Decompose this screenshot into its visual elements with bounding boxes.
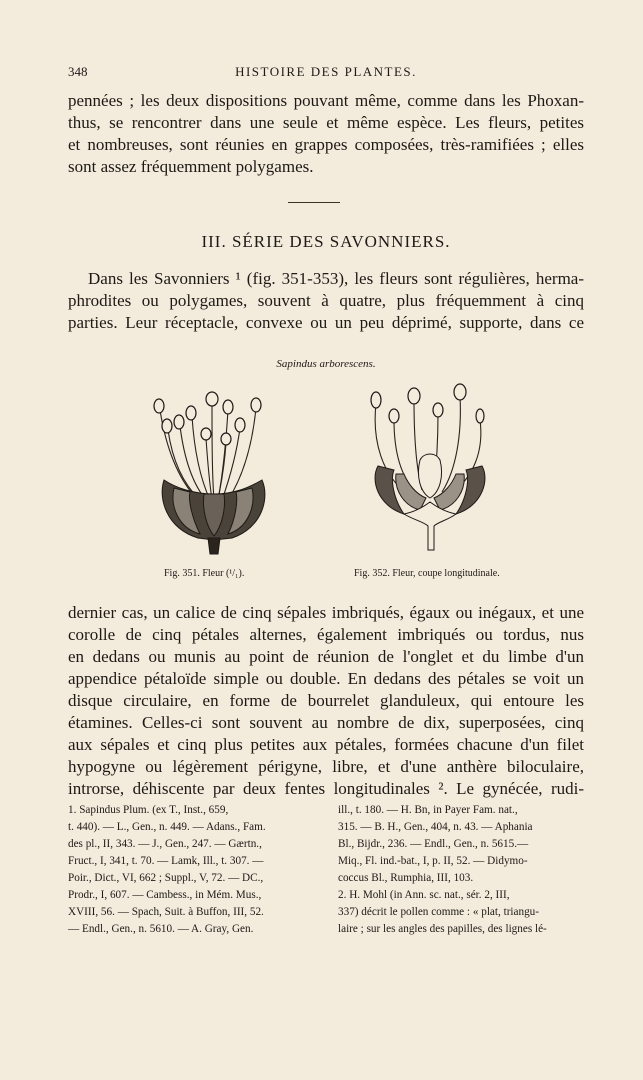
body-line: phrodites ou polygames, souvent à quatre, plus fréquemment à cinq — [68, 291, 584, 310]
footnote-line: — Endl., Gen., n. 5610. — A. Gray, Gen. — [68, 923, 254, 935]
figure-species-caption: Sapindus arborescens. — [276, 358, 376, 370]
footnote-line: 1. Sapindus Plum. (ex T., Inst., 659, — [68, 804, 229, 816]
footnotes-left-column — [68, 802, 320, 938]
body-line: Dans les Savonniers ¹ (fig. 351-353), les fleurs sont régulières, herma- — [88, 269, 584, 288]
footnote-line: t. 440). — L., Gen., n. 449. — Adans., Fam. — [68, 821, 266, 833]
footnotes-right-column — [338, 802, 588, 938]
footnote-line: 337) décrit le pollen comme : « plat, triangu- — [338, 906, 540, 918]
footnote-line: Fruct., I, 341, t. 70. — Lamk, Ill., t. 307. — — [68, 855, 264, 867]
running-head — [68, 64, 584, 84]
body-line: en dedans ou munis au point de réunion de l'onglet et du limbe d'un — [68, 647, 584, 666]
page-number: 348 — [68, 64, 88, 79]
body-line: hypogyne ou légèrement périgyne, libre, et d'une anthère biloculaire, — [68, 757, 584, 776]
figure-352-caption: Fig. 352. Fleur, coupe longitudinale. — [354, 568, 500, 579]
body-line: disque circulaire, en forme de bourrelet glanduleux, qui entoure les — [68, 691, 584, 710]
body-line: étamines. Celles-ci sont souvent au nombre de dix, superposées, cinq — [68, 713, 584, 732]
figure-351-caption: Fig. 351. Fleur (¹/₁). — [164, 568, 245, 579]
body-line: parties. Leur réceptacle, convexe ou un peu déprimé, supporte, dans ce — [68, 313, 584, 332]
body-line: corolle de cinq pétales alternes, également imbriqués ou tordus, nus — [68, 625, 584, 644]
footnote-line: des pl., II, 343. — J., Gen., 247. — Gærtn., — [68, 838, 262, 850]
intro-line: sont assez fréquemment polygames. — [68, 157, 314, 176]
body-line: aux sépales et cinq plus petites aux pétales, formées chacune d'un filet — [68, 735, 584, 754]
footnote-line: 2. H. Mohl (in Ann. sc. nat., sér. 2, III, — [338, 889, 510, 901]
footnote-line: Poir., Dict., VI, 662 ; Suppl., V, 72. — DC., — [68, 872, 264, 884]
section-divider — [288, 202, 340, 203]
flower-illustration-fig-351 — [148, 388, 280, 558]
footnote-line: XVIII, 56. — Spach, Suit. à Buffon, III, 52. — [68, 906, 264, 918]
intro-line: thus, se rencontrer dans une seule et même espèce. Les fleurs, petites — [68, 113, 584, 132]
footnote-line: 315. — B. H., Gen., 404, n. 43. — Aphania — [338, 821, 533, 833]
footnote-line: Miq., Fl. ind.-bat., I, p. II, 52. — Didymo- — [338, 855, 528, 867]
body-line: dernier cas, un calice de cinq sépales imbriqués, égaux ou inégaux, et une — [68, 603, 584, 622]
footnote-line: Bl., Bijdr., 236. — Endl., Gen., n. 5615.— — [338, 838, 529, 850]
intro-line: pennées ; les deux dispositions pouvant même, comme dans les Phoxan- — [68, 91, 584, 110]
footnote-line: coccus Bl., Rumphia, III, 103. — [338, 872, 474, 884]
running-title: HISTOIRE DES PLANTES. — [235, 64, 417, 79]
section-title: III. SÉRIE DES SAVONNIERS. — [201, 232, 451, 251]
intro-line: et nombreuses, sont réunies en grappes composées, très-ramifiées ; elles — [68, 135, 584, 154]
body-line: appendice pétaloïde simple ou double. En dedans des pétales se voit un — [68, 669, 584, 688]
footnote-line: Prodr., I, 607. — Cambess., in Mém. Mus., — [68, 889, 262, 901]
body-line: introrse, déhiscente par deux fentes longitudinales ². Le gynécée, rudi- — [68, 779, 584, 798]
footnote-line: laire ; sur les angles des papilles, des lignes lé- — [338, 923, 547, 935]
flower-section-illustration-fig-352 — [364, 380, 496, 552]
footnote-line: ill., t. 180. — H. Bn, in Payer Fam. nat., — [338, 804, 518, 816]
